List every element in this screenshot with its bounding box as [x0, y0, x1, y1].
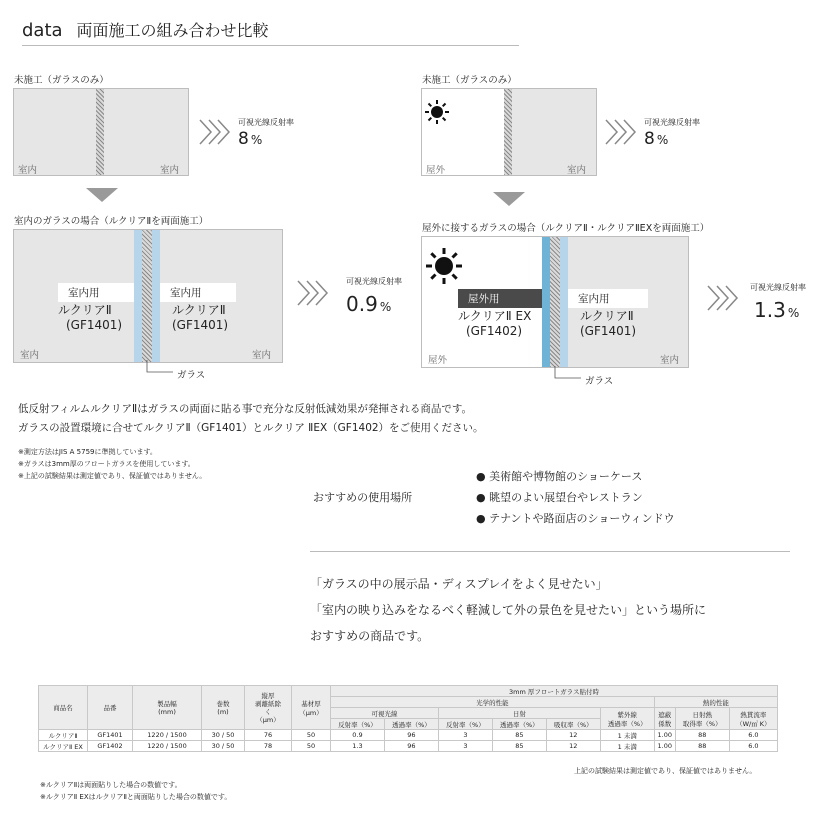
- reflectance-value: 1.3 %: [754, 298, 800, 322]
- room-label: 室内: [18, 165, 38, 176]
- spec-table: [38, 685, 778, 752]
- message-line: 「室内の映り込みをなるべく軽減して外の景色を見せたい」という場所に: [310, 603, 707, 617]
- th-vt: 透過率（%）: [384, 719, 438, 730]
- film-layer: [134, 230, 142, 362]
- product-name: ルクリアⅡ EX: [458, 309, 532, 323]
- film-layer: [152, 230, 160, 362]
- glass-pane: [550, 237, 560, 367]
- reflectance-value: 8 %: [644, 129, 669, 149]
- th-sr: 反射率（%）: [438, 719, 492, 730]
- th-sa: 吸収率（%）: [546, 719, 600, 730]
- left-top-label: 未施工（ガラスのみ）: [14, 75, 109, 86]
- down-arrow-icon: [493, 192, 525, 206]
- glass-pane: [96, 89, 104, 175]
- tag-indoor: 室内用: [160, 283, 236, 302]
- room-label: 屋外: [426, 165, 446, 176]
- product-code: (GF1401): [580, 324, 637, 338]
- footnote: ※ルクリアⅡは両面貼りした場合の数値です。: [40, 781, 182, 789]
- product-name: ルクリアⅡ: [580, 309, 634, 323]
- list-item: ● 美術館や博物館のショーケース: [476, 470, 643, 483]
- reflectance-label: 可視光線反射率: [346, 277, 402, 286]
- film-layer: [560, 237, 568, 367]
- room-label: 室内: [567, 165, 587, 176]
- product-name: ルクリアⅡ: [172, 303, 226, 317]
- th-vr: 反射率（%）: [331, 719, 385, 730]
- message-line: おすすめの商品です。: [310, 629, 430, 643]
- tag-indoor: 室内用: [568, 289, 648, 308]
- th-solar: 日射: [438, 708, 600, 719]
- right-bottom-label: 屋外に接するガラスの場合（ルクリアⅡ・ルクリアⅡEXを両面施工）: [422, 223, 710, 234]
- film-layer-outdoor: [542, 237, 550, 367]
- list-item: ● テナントや路面店のショーウィンドウ: [476, 512, 675, 525]
- room-label: 室内: [160, 165, 180, 176]
- table-row: ルクリアⅡ GF1401 1220 / 1500 30 / 50 76 50 0.9 96 3 85 12 1 未満 1.00 88 6.0: [39, 730, 778, 741]
- glass-pane: [142, 230, 152, 362]
- recommend-label: おすすめの使用場所: [313, 491, 413, 504]
- th-thickness: 縦厚 剥離紙除 く （μm）: [245, 686, 292, 730]
- th-group: 3mm 厚フロートガラス貼付時: [331, 686, 778, 697]
- table-footnote: 上記の試験結果は測定値であり、保証値ではありません。: [574, 767, 757, 775]
- th-flow: 熱貫流率 （W/㎡ K）: [729, 708, 777, 730]
- th-base: 基材厚 （μm）: [292, 686, 331, 730]
- room-label: 屋外: [428, 355, 448, 366]
- product-code: (GF1401): [66, 318, 123, 332]
- product-name: ルクリアⅡ: [58, 303, 112, 317]
- reflectance-label: 可視光線反射率: [644, 118, 700, 127]
- th-uv: 紫外線 透過率（%）: [600, 708, 654, 730]
- glass-pane: [504, 89, 512, 175]
- room-label: 室内: [660, 355, 680, 366]
- th-st: 透過率（%）: [492, 719, 546, 730]
- page-title: data 両面施工の組み合わせ比較: [22, 20, 269, 41]
- reflectance-value: 8 %: [238, 129, 263, 149]
- product-code: (GF1402): [466, 324, 523, 338]
- down-arrow-icon: [86, 188, 118, 202]
- glass-label: ガラス: [177, 370, 206, 381]
- description-line: ガラスの設置環境に合せてルクリアⅡ（GF1401）とルクリア ⅡEX（GF1402）をご使用ください。: [18, 422, 484, 434]
- description-line: 低反射フィルムルクリアⅡはガラスの両面に貼る事で充分な反射低減効果が発揮される商品です。: [18, 403, 473, 415]
- room-label: 室内: [252, 350, 272, 361]
- th-optical: 光学的性能: [331, 697, 655, 708]
- footnote: ※ルクリアⅡ EXはルクリアⅡと両面貼りした場合の数値です。: [40, 793, 232, 801]
- tag-indoor: 室内用: [58, 283, 134, 302]
- product-code: (GF1401): [172, 318, 229, 332]
- left-bottom-label: 室内のガラスの場合（ルクリアⅡを両面施工）: [14, 216, 209, 227]
- chevron-right-icon: [604, 117, 640, 147]
- room-label: 室内: [20, 350, 40, 361]
- reflectance-value: 0.9 %: [346, 292, 392, 316]
- th-code: 品番: [88, 686, 133, 730]
- title-divider: [22, 45, 519, 46]
- note: ※ガラスは3mm厚のフロートガラスを使用しています。: [18, 460, 195, 468]
- th-heat: 日射熱 取得率（%）: [675, 708, 729, 730]
- th-visible: 可視光線: [331, 708, 439, 719]
- tag-outdoor: 屋外用: [458, 289, 542, 308]
- sun-icon: [424, 246, 464, 286]
- message-line: 「ガラスの中の展示品・ディスプレイをよく見せたい」: [310, 577, 608, 591]
- th-roll: 巻数 (m): [202, 686, 245, 730]
- chevron-right-icon: [296, 278, 332, 308]
- section-divider: [310, 551, 790, 552]
- note: ※上記の試験結果は測定値であり、保証値ではありません。: [18, 472, 207, 480]
- th-shade: 遮蔽 係数: [654, 708, 675, 730]
- th-name: 商品名: [39, 686, 88, 730]
- glass-label: ガラス: [585, 376, 614, 387]
- list-item: ● 眺望のよい展望台やレストラン: [476, 491, 643, 504]
- chevron-right-icon: [198, 117, 234, 147]
- reflectance-label: 可視光線反射率: [238, 118, 294, 127]
- reflectance-label: 可視光線反射率: [750, 283, 806, 292]
- note: ※測定方法はJIS A 5759に準拠しています。: [18, 448, 157, 456]
- th-width: 製品幅 (mm): [133, 686, 202, 730]
- chevron-right-icon: [706, 283, 742, 313]
- table-row: ルクリアⅡ EX GF1402 1220 / 1500 30 / 50 78 50 1.3 96 3 85 12 1 未満 1.00 88 6.0: [39, 741, 778, 752]
- sun-icon: [424, 99, 450, 125]
- th-thermal: 熱的性能: [654, 697, 777, 708]
- right-top-label: 未施工（ガラスのみ）: [422, 75, 517, 86]
